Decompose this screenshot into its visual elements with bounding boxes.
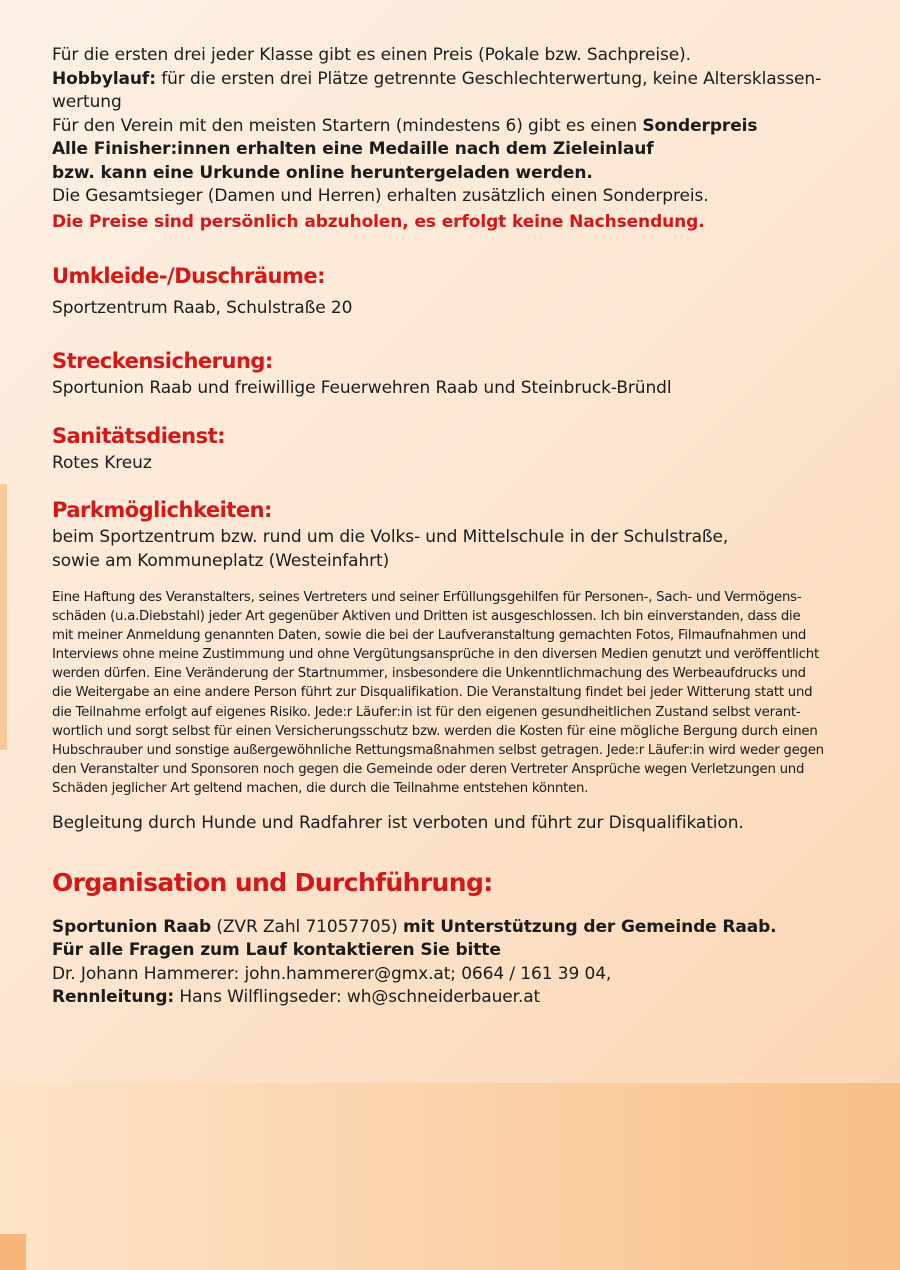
course-security-section [52,348,872,401]
page-content [52,44,872,1010]
contact-heading: Für alle Fragen zum Lauf kontaktieren Sie bitte [52,940,501,961]
disclaimer-line: werden dürfen. Eine Veränderung der Startnummer, insbesondere die Unkenntlichmachung des Werbeaufdrucks und [52,666,806,682]
course-security-title: Streckensicherung: [52,349,273,373]
parking-text-1: beim Sportzentrum bzw. rund um die Volks- und Mittelschule in der Schulstraße, [52,527,729,547]
organiser-zvr: (ZVR Zahl 71057705) [211,916,404,937]
medical-title: Sanitätsdienst: [52,423,226,448]
race-management-label: Rennleitung: [52,987,175,1008]
organiser-line [52,916,872,940]
prizes-section [52,44,872,234]
changing-rooms-title: Umkleide-/Duschräume: [52,263,325,288]
parking-title: Parkmöglichkeiten: [52,498,272,522]
overall-prize-line: Die Gesamtsieger (Damen und Herren) erhalten zusätzlich einen Sonderpreis. [52,186,709,206]
disclaimer-line: die Teilnahme erfolgt auf eigenes Risiko. Jede:r Läufer:in ist für den eigenen gesundheitlichen Zustand selbst verant- [52,704,801,720]
disclaimer-line: Eine Haftung des Veranstalters, seines Vertreters und seiner Erfüllungsgehilfen für Personen-, Sach- und Vermögens- [52,590,802,605]
hobby-label: Hobbylauf: [52,68,156,89]
race-management-text: Hans Wilflingseder: wh@schneiderbauer.at [174,987,541,1008]
changing-rooms-section [52,263,872,321]
club-prize-bold: Sonderpreis [642,115,758,136]
medical-text: Rotes Kreuz [52,452,152,473]
parking-text-2: sowie am Kommuneplatz (Westeinfahrt) [52,550,390,571]
pickup-note: Die Preise sind persönlich abzuholen, es erfolgt keine Nachsendung. [52,211,705,232]
parking-section [52,497,872,573]
disclaimer-line: Schäden jeglicher Art geltend machen, die durch die Teilnahme entstehen könnten. [52,780,589,796]
prizes-line: Für die ersten drei jeder Klasse gibt es einen Preis (Pokale bzw. Sachpreise). [52,45,691,65]
disclaimer-line: mit meiner Anmeldung genannten Daten, sowie die bei der Laufveranstaltung gemachten Fotos, Filmaufnahmen und [52,628,807,644]
finisher-line [52,138,872,162]
medical-section [52,423,872,476]
disclaimer-line: Hubschrauber und sonstige außergewöhnliche Rettungsmaßnahmen selbst getragen. Jede:r Läufer:in wird weder gegen [52,742,824,758]
liability-disclaimer [52,588,867,798]
hobby-line [52,68,872,92]
corner-marker [0,1234,26,1270]
contact-heading-line [52,939,872,963]
hobby-text: für die ersten drei Plätze getrennte Geschlechterwertung, keine Altersklassen- [155,68,822,89]
disclaimer-line: Interviews ohne meine Zustimmung und ohne Vergütungsansprüche in den diversen Medien genutzt und veröffentlicht [52,647,819,663]
changing-rooms-text: Sportzentrum Raab, Schulstraße 20 [52,297,353,318]
left-edge-tab [0,484,7,750]
disclaimer-line: den Veranstalter und Sponsoren noch gegen die Gemeinde oder deren Vertreter Ansprüche wegen Verletzungen und [52,761,805,777]
dogs-cyclists-note: Begleitung durch Hunde und Radfahrer ist verboten und führt zur Disqualifikation. [52,813,744,834]
hobby-line-cont: wertung [52,92,122,112]
footer-band [0,1083,900,1270]
contact-line: Dr. Johann Hammerer: john.hammerer@gmx.at; 0664 / 161 39 04, [52,963,612,984]
race-management-line [52,986,872,1010]
finisher-line-cont [52,162,872,186]
organisation-title: Organisation und Durchführung: [52,867,493,897]
disclaimer-line: wortlich und sorgt selbst für einen Versicherungsschutz bzw. werden die Kosten für eine mögliche Bergung durch einen [52,723,818,739]
course-security-text: Sportunion Raab und freiwillige Feuerwehren Raab und Steinbruck-Bründl [52,378,672,398]
club-prize-line [52,115,872,139]
organisation-section [52,916,872,1010]
organiser-name: Sportunion Raab [52,916,212,937]
finisher-text-a: Alle Finisher:innen erhalten eine Medaille nach dem Zieleinlauf [52,139,654,159]
finisher-text-b: bzw. kann eine Urkunde online heruntergeladen werden. [52,162,593,183]
organiser-support: mit Unterstützung der Gemeinde Raab. [403,916,777,937]
disclaimer-line: schäden (u.a.Diebstahl) jeder Art gegenüber Aktiven und Dritten ist ausgeschlossen. Ich bin einverstanden, dass die [52,609,801,625]
disclaimer-line: die Weitergabe an eine andere Person führt zur Disqualifikation. Die Veranstaltung findet bei jeder Witterung statt und [52,685,813,701]
club-prize-text: Für den Verein mit den meisten Startern (mindestens 6) gibt es einen [52,115,643,136]
